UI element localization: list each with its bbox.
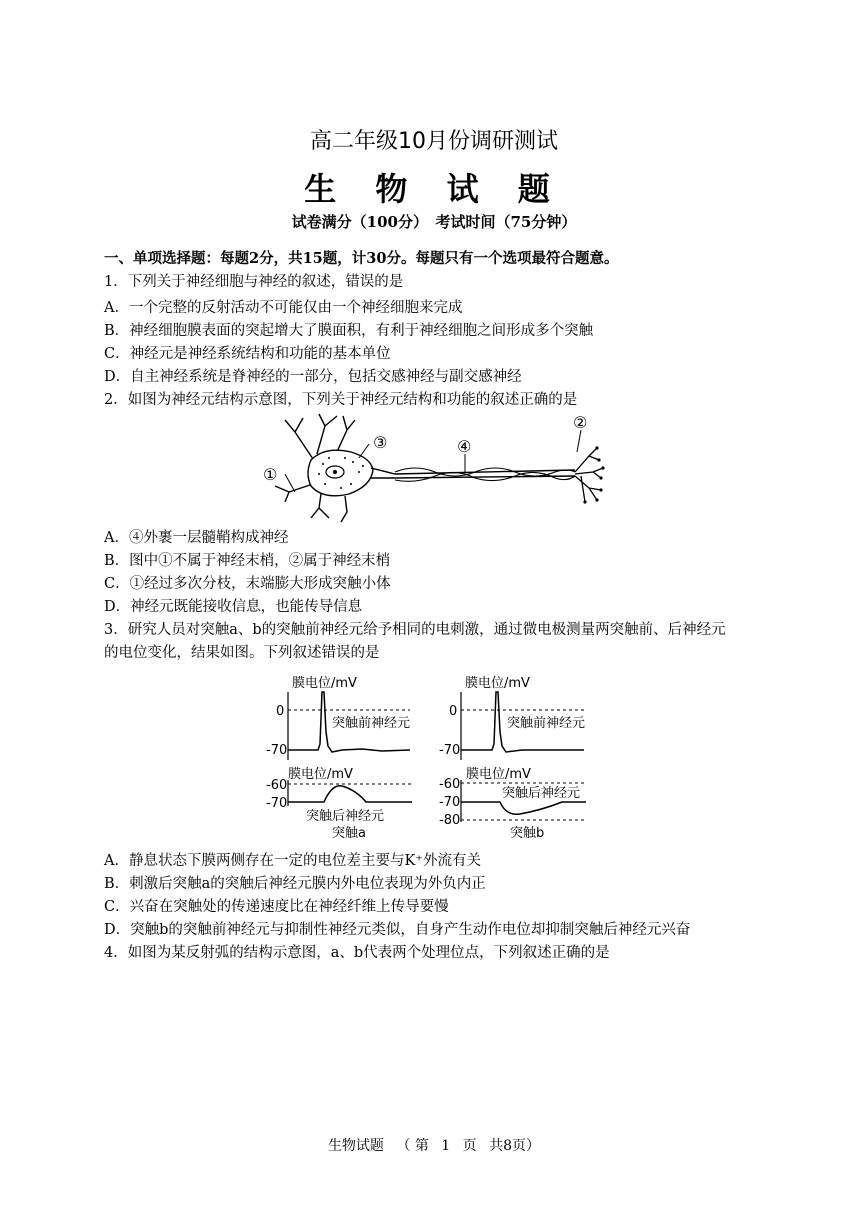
question-3-option-a: A．静息状态下膜两侧存在一定的电位差主要与K⁺外流有关 [104, 853, 481, 869]
tick-0-b: 0 [449, 704, 458, 719]
section-heading: 一、单项选择题：每题2分，共15题，计30分。每题只有一个选项最符合题意。 [104, 250, 619, 267]
ylabel-pre-a: 膜电位/mV [292, 676, 357, 691]
question-1-option-c: C．神经元是神经系统结构和功能的基本单位 [104, 346, 391, 362]
neuron-diagram [255, 412, 615, 524]
pre-label-b: 突触前神经元 [507, 716, 586, 731]
axon-terminals [575, 448, 603, 502]
label-4: ④ [457, 437, 472, 456]
tick-m70-b: -70 [439, 743, 461, 758]
label-3: ③ [373, 433, 388, 452]
question-1-option-b: B．神经细胞膜表面的突起增大了膜面积，有利于神经细胞之间形成多个突触 [104, 323, 594, 339]
ylabel-post-a: 膜电位/mV [288, 767, 353, 782]
pre-label-a: 突触前神经元 [332, 716, 411, 731]
caption-b: 突触b [510, 826, 545, 841]
page-footer [0, 1135, 868, 1155]
label-2: ② [573, 413, 588, 432]
question-2-option-b: B．图中①不属于神经末梢，②属于神经末梢 [104, 553, 391, 569]
tick-m70-a: -70 [266, 743, 288, 758]
question-1-option-a: A．一个完整的反射活动不可能仅由一个神经细胞来完成 [104, 300, 463, 316]
trace-post-b [461, 802, 586, 814]
nucleolus [333, 470, 337, 474]
label-1: ① [263, 465, 278, 484]
footer-page-number: 1 [441, 1138, 451, 1154]
question-2-option-d: D．神经元既能接收信息，也能传导信息 [104, 599, 363, 615]
exam-title: 高二年级10月份调研测试 [310, 129, 558, 154]
footer-page-prefix: （ 第 [396, 1138, 429, 1154]
question-2-option-a: A．④外裹一层髓鞘构成神经 [104, 530, 289, 546]
post-label-b: 突触后神经元 [502, 786, 581, 801]
footer-subject: 生物试题 [327, 1138, 384, 1154]
tick-m70-b-post: -70 [439, 795, 461, 810]
question-3-option-b: B．刺激后突触a的突触后神经元膜内外电位表现为外负内正 [104, 876, 486, 892]
tick-m70-a-post: -70 [266, 796, 288, 811]
question-2-stem: 2．如图为神经元结构示意图，下列关于神经元结构和功能的叙述正确的是 [104, 392, 578, 408]
footer-page-suffix: 页 [462, 1138, 477, 1154]
tick-m60-b: -60 [439, 777, 461, 792]
ylabel-post-b: 膜电位/mV [466, 767, 531, 782]
question-2-option-c: C．①经过多次分枝，末端膨大形成突触小体 [104, 576, 391, 592]
question-3-option-c: C．兴奋在突触处的传递速度比在神经纤维上传导要慢 [104, 899, 449, 915]
question-1-stem: 1．下列关于神经细胞与神经的叙述，错误的是 [104, 274, 404, 290]
footer-total-pages: 共8页） [489, 1138, 541, 1154]
question-4-stem: 4．如图为某反射弧的结构示意图，a、b代表两个处理位点，下列叙述正确的是 [104, 945, 610, 961]
question-3-stem-line1: 3．研究人员对突触a、b的突触前神经元给予相同的电刺激，通过微电极测量两突触前、后神经元 [104, 622, 726, 638]
tick-0-a: 0 [276, 704, 285, 719]
post-label-a: 突触后神经元 [306, 809, 385, 824]
question-1-option-d: D．自主神经系统是脊神经的一部分，包括交感神经与副交感神经 [104, 369, 522, 385]
ylabel-pre-b: 膜电位/mV [465, 676, 530, 691]
tick-m80-b: -80 [439, 813, 461, 828]
trace-post-a [288, 786, 412, 802]
membrane-potential-figure [262, 672, 602, 844]
caption-a: 突触a [332, 826, 366, 841]
question-3-stem-line2: 的电位变化，结果如图。下列叙述错误的是 [104, 645, 380, 661]
exam-info: 试卷满分（100分） 考试时间（75分钟） [291, 213, 577, 231]
tick-m60-a: -60 [266, 778, 288, 793]
question-3-option-d: D．突触b的突触前神经元与抑制性神经元类似，自身产生动作电位却抑制突触后神经元兴奋 [104, 922, 691, 938]
subject-title: 生 物 试 题 [304, 170, 564, 208]
